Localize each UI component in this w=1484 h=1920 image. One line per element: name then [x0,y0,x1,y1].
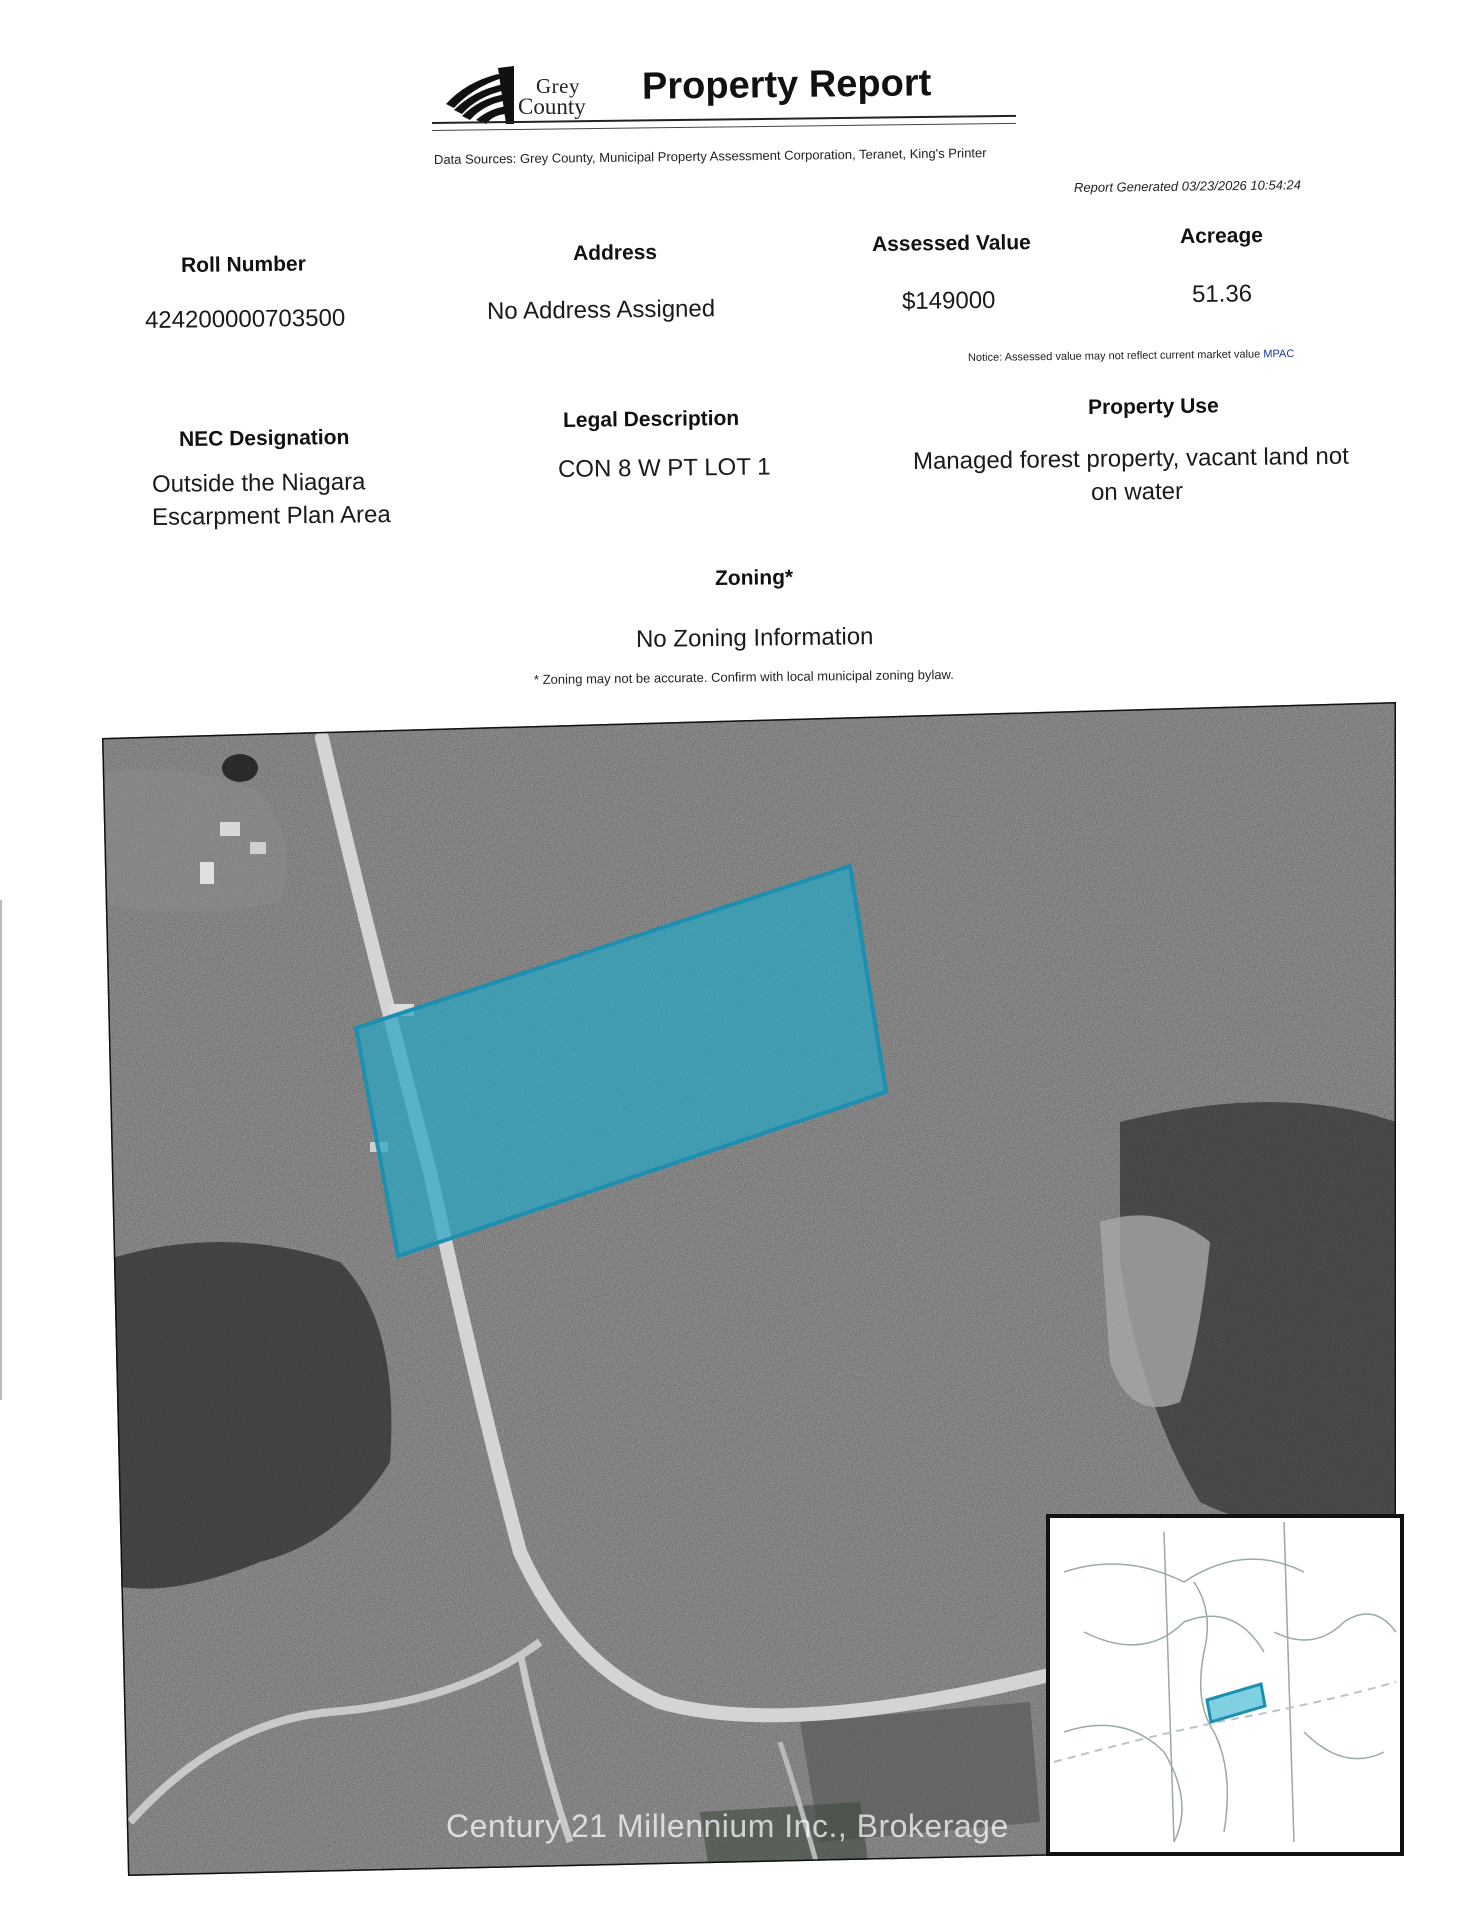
legal-description-value: CON 8 W PT LOT 1 [557,453,771,483]
assessed-value-label: Assessed Value [871,231,1031,256]
roll-number-value: 424200000703500 [144,304,346,334]
assessed-value-value: $149000 [901,286,996,315]
zoning-value: No Zoning Information [635,623,874,653]
nec-designation-label: NEC Designation [178,425,350,451]
report-title: Property Report [641,62,932,108]
zoning-note: * Zoning may not be accurate. Confirm with local municipal zoning bylaw. [533,666,954,687]
address-label: Address [572,240,658,265]
assessed-value-notice [968,348,1294,364]
legal-description-label: Legal Description [562,406,740,432]
data-sources: Data Sources: Grey County, Municipal Property Assessment Corporation, Teranet, King's Printer [433,145,987,167]
location-inset-map [1044,1512,1406,1858]
roll-number-label: Roll Number [180,252,306,277]
zoning-label: Zoning* [714,566,794,590]
nec-designation-value-line1: Outside the Niagara [151,468,366,498]
property-use-label: Property Use [1087,394,1219,419]
address-value: No Address Assigned [486,295,716,325]
acreage-value: 51.36 [1191,280,1253,308]
brokerage-watermark: Century 21 Millennium Inc., Brokerage [446,1808,1009,1844]
mpac-link[interactable]: MPAC [1263,348,1295,361]
acreage-label: Acreage [1179,223,1264,248]
property-use-value-line2: on water [1090,477,1184,506]
logo-text-grey: Grey [536,74,580,98]
logo-text-county: County [518,94,586,119]
scan-edge-line [0,900,2,1400]
property-use-value-line1: Managed forest property, vacant land not [912,442,1349,475]
report-generated: Report Generated 03/23/2026 10:54:24 [1073,177,1302,195]
notice-text: Notice: Assessed value may not reflect current market value [967,348,1261,364]
nec-designation-value-line2: Escarpment Plan Area [151,501,391,531]
